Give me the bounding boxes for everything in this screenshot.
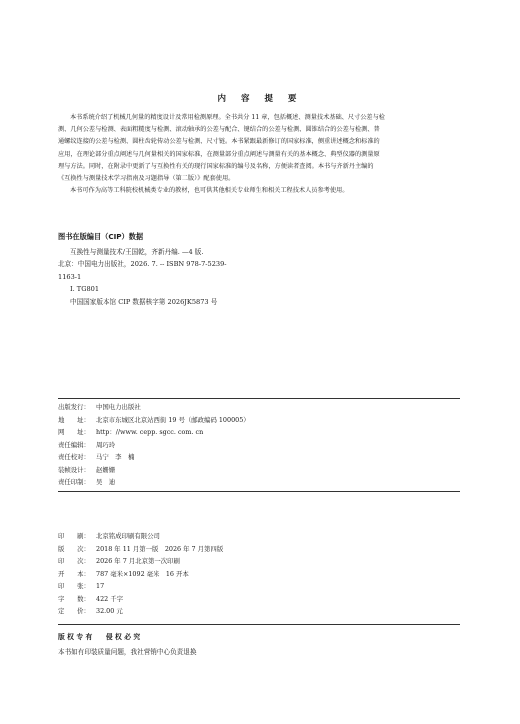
field-value: 2026 年 7 月北京第一次印刷 (96, 557, 180, 565)
cip-block (58, 246, 318, 308)
summary-line: 理与方法。同时，在附录中更新了与互换性有关的现行国家标准的编号及名称，方便读者查阅。本书与齐新丹主编的 (58, 162, 374, 170)
field-value: 北京铭成印刷有限公司 (96, 532, 160, 540)
field-label: 版 次： (58, 544, 90, 553)
publisher-row (58, 451, 460, 464)
divider (58, 491, 460, 492)
field-label: 责任编辑： (58, 440, 90, 449)
summary-line: 《互换性与测量技术学习指南及习题指导（第二版）》配套使用。 (58, 175, 235, 183)
field-value: 2018 年 11 月第一版 2026 年 7 月第四版 (96, 544, 224, 553)
summary-title: 内 容 提 要 (217, 94, 303, 104)
summary-line: 本书系统介绍了机械几何量的精度设计及常用检测原理。全书共分 11 章，包括概述、测量技术基础、尺寸公差与检 (70, 114, 385, 121)
field-value: 赵姗姗 (96, 465, 116, 474)
field-label: 定 价： (58, 607, 90, 615)
cip-line: 1163-1 (58, 272, 82, 281)
field-value: 787 毫米×1092 毫米 16 开本 (96, 569, 189, 578)
field-label: 网 址： (58, 428, 90, 436)
field-value: 吴 迪 (96, 478, 116, 486)
cip-line: 互换性与测量技术/王国乾，齐新丹编. —4 版. (70, 248, 204, 256)
cip-title: 图书在版编目（CIP）数据 (58, 232, 144, 241)
field-value: http：//www. cepp. sgcc. com. cn (96, 428, 204, 436)
publisher-block (58, 401, 460, 489)
field-value: 马宁 李 楠 (96, 453, 135, 461)
publisher-row (58, 426, 460, 439)
field-label: 出版发行： (58, 403, 90, 411)
field-value: 17 (96, 582, 105, 590)
cip-line: 中国国家版本馆 CIP 数据核字第 2026JK5873 号 (70, 297, 218, 306)
publisher-row (58, 476, 460, 489)
publisher-row (58, 414, 460, 427)
field-label: 装帧设计： (58, 465, 90, 474)
summary-text (58, 112, 470, 197)
field-label: 开 本： (58, 569, 90, 578)
field-value: 422 千字 (96, 594, 124, 603)
publisher-row (58, 401, 460, 414)
summary-line: 测、几何公差与检测、表面粗糙度与检测、滚动轴承的公差与配合、键结合的公差与检测、圆锥结合的公差与检测、普 (58, 126, 380, 134)
return-policy-note: 本书如有印装质量问题，我社营销中心负责退换 (58, 648, 197, 656)
printing-row (58, 530, 460, 543)
field-value: 北京市东城区北京站西街 19 号（邮政编码 100005） (96, 415, 250, 424)
field-value: 中国电力出版社 (96, 403, 141, 411)
printing-row (58, 593, 460, 606)
summary-line: 本书可作为高等工科院校机械类专业的教材，也可供其他相关专业师生和相关工程技术人员参考使用。 (70, 187, 349, 195)
divider (58, 624, 460, 625)
printing-row (58, 605, 460, 618)
field-label: 印 次： (58, 557, 90, 565)
field-value: 周巧玲 (96, 440, 116, 449)
printing-row (58, 580, 460, 593)
cip-line: Ⅰ. TG801 (70, 285, 100, 294)
summary-line: 通螺纹连接的公差与检测、圆柱齿轮传动公差与检测、尺寸链。本书紧跟最新修订的国家标准，侧重讲述概念和标准的 (58, 138, 380, 146)
divider (58, 398, 460, 399)
publisher-row (58, 439, 460, 452)
field-label: 责任印制： (58, 478, 90, 486)
printing-row (58, 568, 460, 581)
copyright-notice: 版 权 专 有 侵 权 必 究 (58, 633, 141, 641)
field-label: 印 张： (58, 582, 90, 590)
publisher-row (58, 464, 460, 477)
field-label: 责任校对： (58, 453, 90, 461)
field-value: 32.00 元 (96, 607, 123, 615)
field-label: 印 刷： (58, 532, 90, 540)
field-label: 字 数： (58, 594, 90, 603)
summary-line: 应用，在理论部分重点阐述与几何量相关的国家标准，在测量部分重点阐述与测量有关的基本概念、典型仪器的测量原 (58, 150, 380, 158)
printing-block (58, 530, 460, 618)
printing-row (58, 555, 460, 568)
field-label: 地 址： (58, 415, 90, 424)
printing-row (58, 543, 460, 556)
cip-line: 北京：中国电力出版社，2026. 7. -- ISBN 978-7-5239- (58, 260, 227, 269)
